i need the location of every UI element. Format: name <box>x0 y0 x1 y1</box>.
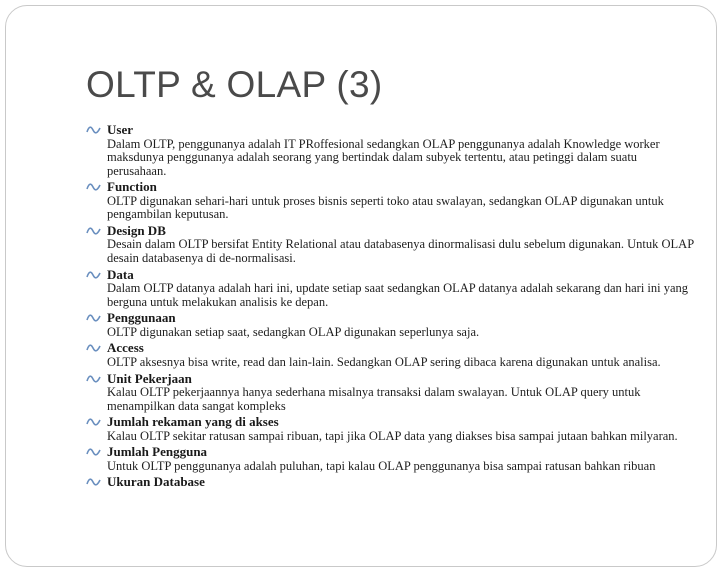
item-text: OLTP aksesnya bisa write, read dan lain-lain. Sedangkan OLAP sering dibaca karena digunakan untuk analisa. <box>107 354 661 369</box>
wavy-bullet-icon <box>86 417 102 427</box>
list-item-user <box>86 121 696 178</box>
wavy-bullet-icon <box>86 477 102 487</box>
item-text: OLTP digunakan setiap saat, sedangkan OLAP digunakan seperlunya saja. <box>107 324 480 339</box>
item-heading: Access <box>107 340 144 356</box>
wavy-bullet-icon <box>86 313 102 323</box>
wavy-bullet-icon <box>86 125 102 135</box>
wavy-bullet-icon <box>86 447 102 457</box>
list-item-jumlah-pengguna <box>86 443 696 473</box>
wavy-bullet-icon <box>86 226 102 236</box>
wavy-bullet-icon <box>86 182 102 192</box>
slide <box>5 5 717 567</box>
item-text: Kalau OLTP sekitar ratusan sampai ribuan, tapi jika OLAP data yang diakses bisa sampai jutaan bahkan milyaran. <box>107 428 678 443</box>
list-item-design-db <box>86 222 696 266</box>
item-heading: User <box>107 122 133 137</box>
item-text: Kalau OLTP pekerjaannya hanya sederhana misalnya transaksi dalam swalayan. Untuk OLAP query untuk menampilkan data sangat kompleks <box>107 385 641 413</box>
wavy-bullet-icon <box>86 270 102 280</box>
item-text: Dalam OLTP, penggunanya adalah IT PRoffesional sedangkan OLAP penggunanya adalah Knowledge worker maksdunya penggunanya adalah seorang yang bertindak dalam subyek tertentu, atau petinggi dalam suatu perusahaan. <box>107 136 660 178</box>
list-item-jumlah-rekaman <box>86 413 696 443</box>
item-heading: Design DB <box>107 222 166 238</box>
item-heading: Function <box>107 179 157 195</box>
item-heading: Unit Pekerjaan <box>107 370 192 386</box>
list-item-access <box>86 339 696 369</box>
slide-title: OLTP & OLAP (3) <box>86 64 383 105</box>
wavy-bullet-icon <box>86 374 102 384</box>
wavy-bullet-icon <box>86 343 102 353</box>
item-text: Desain dalam OLTP bersifat Entity Relational atau databasenya dinormalisasi dulu sebelum digunakan. Untuk OLAP desain databasenya di de-normalisasi. <box>107 237 694 266</box>
item-text: Dalam OLTP datanya adalah hari ini, update setiap saat sedangkan OLAP datanya adalah sekarang dan hari ini yang berguna untuk melakukan analisis ke depan. <box>107 281 689 309</box>
item-heading: Penggunaan <box>107 310 176 326</box>
item-text: OLTP digunakan sehari-hari untuk proses bisnis seperti toko atau swalayan, sedangkan OLAP digunakan untuk pengambilan keputusan. <box>107 193 664 222</box>
list-item-unit-pekerjaan <box>86 370 696 414</box>
item-heading: Ukuran Database <box>107 474 205 490</box>
list-item-data <box>86 266 696 310</box>
item-heading: Jumlah Pengguna <box>107 444 208 460</box>
bullet-list <box>86 121 696 490</box>
item-heading: Data <box>107 266 134 282</box>
item-text: Untuk OLTP penggunanya adalah puluhan, tapi kalau OLAP penggunanya bisa sampai ratusan bahkan ribuan <box>107 458 656 473</box>
list-item-ukuran-database <box>86 473 696 490</box>
item-heading: Jumlah rekaman yang di akses <box>107 414 279 430</box>
list-item-penggunaan <box>86 309 696 339</box>
list-item-function <box>86 178 696 222</box>
